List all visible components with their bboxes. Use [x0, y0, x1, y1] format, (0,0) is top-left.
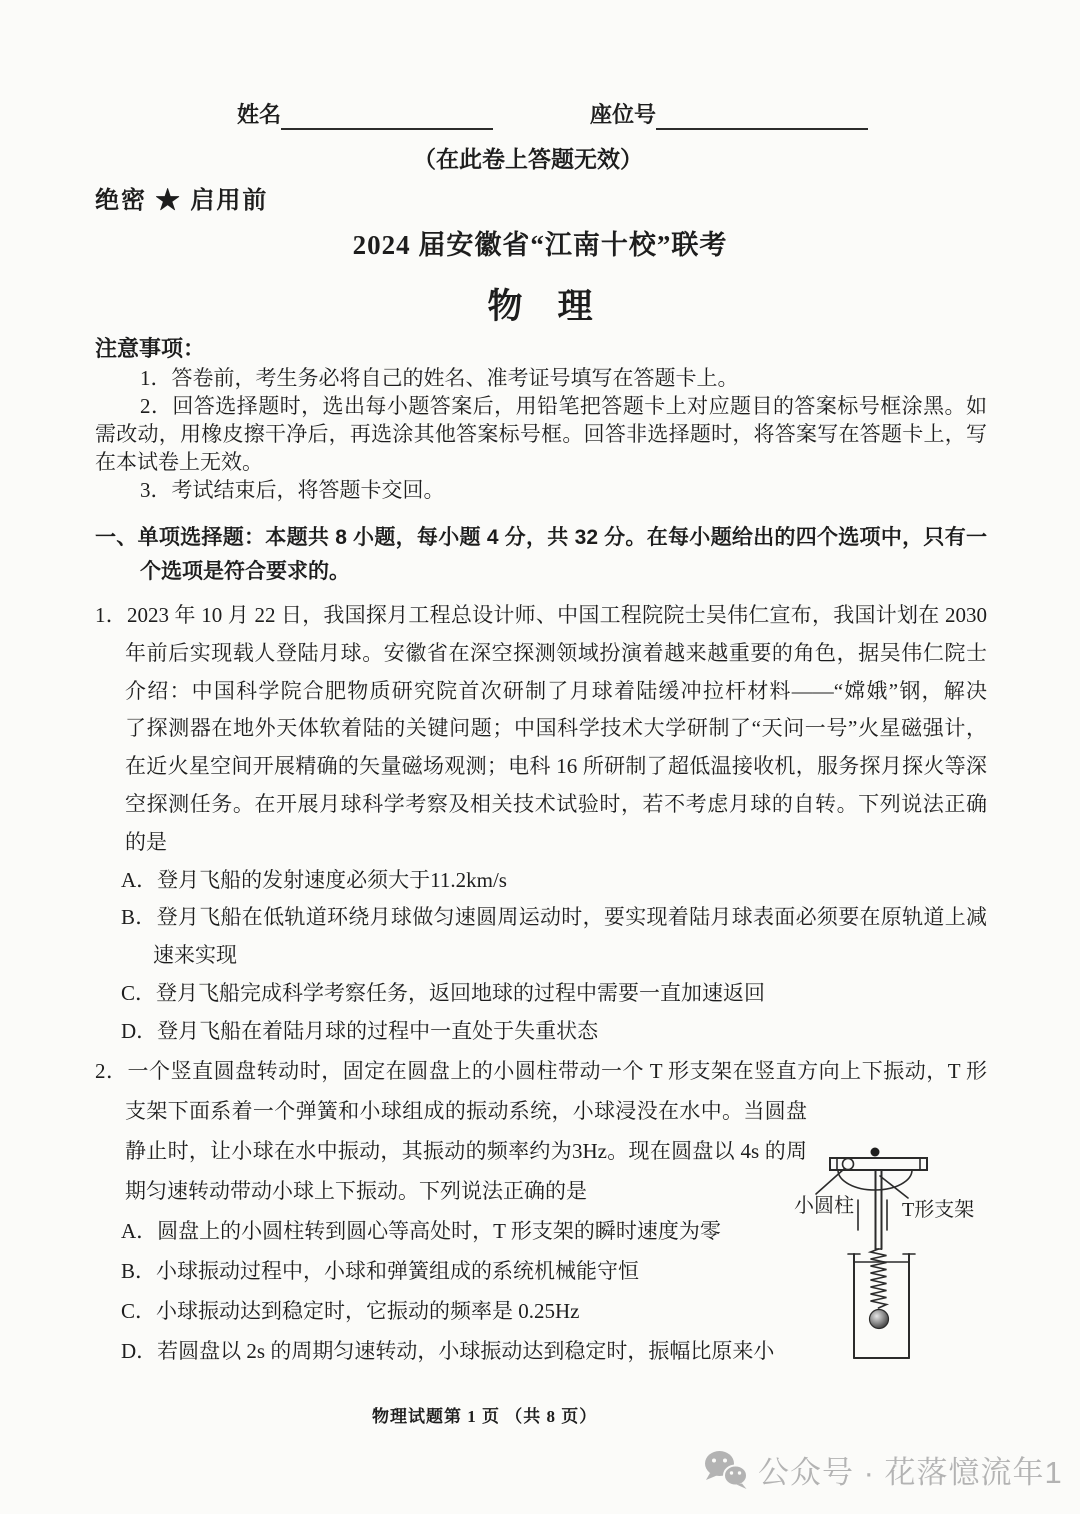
q2-option-c: C．小球振动达到稳定时，它振动的频率是 0.25Hz [121, 1299, 580, 1323]
q2-stem-line-3: 静止时，让小球在水中振动，其振动的频率约为3Hz。现在圆盘以 4s 的周 [125, 1139, 807, 1163]
notice-line-2a: 2．回答选择题时，选出每小题答案后，用铅笔把答题卡上对应题目的答案标号框涂黑。如 [140, 394, 987, 418]
disk-pin-dot [871, 1148, 880, 1157]
watermark-text: 公众号 · 花落憶流年1 [758, 1455, 1063, 1490]
figure-label-bracket: T形支架 [902, 1199, 975, 1221]
notice-line-3: 3．考试结束后，将答题卡交回。 [140, 478, 445, 502]
exam-title: 2024 届安徽省“江南十校”联考 [352, 230, 728, 260]
q1-option-b: B．登月飞船在低轨道环绕月球做匀速圆周运动时，要实现着陆月球表面必须要在原轨道上减 [121, 905, 987, 930]
figure-label-cylinder: 小圆柱 [794, 1195, 854, 1217]
q1-option-d: D．登月飞船在着陆月球的过程中一直处于失重状态 [121, 1018, 599, 1043]
question-1 [95, 597, 987, 1051]
invalid-note: （在此卷上答题无效） [413, 146, 643, 172]
notice-section [95, 333, 987, 504]
q1-option-a: A．登月飞船的发射速度必须大于11.2km/s [121, 867, 507, 892]
ball [870, 1310, 889, 1329]
q1-option-b-cont: 速来实现 [153, 943, 237, 968]
section-heading [95, 521, 987, 589]
q2-option-b: B．小球振动过程中，小球和弹簧组成的系统机械能守恒 [121, 1259, 640, 1283]
name-field [237, 100, 493, 130]
page-footer: 物理试题第 1 页 （共 8 页） [372, 1407, 598, 1426]
wechat-icon [704, 1450, 748, 1490]
subject-title: 物 理 [487, 287, 593, 326]
q2-stem-line-1: 2．一个竖直圆盘转动时，固定在圆盘上的小圆柱带动一个 T 形支架在竖直方向上下振动，T 形 [95, 1059, 987, 1083]
q1-stem-line-4: 了探测器在地外天体软着陆的关键问题；中国科学技术大学研制了“天问一号”火星磁强计， [125, 716, 987, 741]
q2-option-a: A．圆盘上的小圆柱转到圆心等高处时，T 形支架的瞬时速度为零 [121, 1219, 721, 1243]
seat-field [590, 100, 868, 130]
q2-figure-svg [790, 1142, 1060, 1377]
q2-figure [790, 1142, 1060, 1377]
q1-stem-line-3: 介绍：中国科学院合肥物质研究院首次研制了月球着陆缓冲拉杆材料——“嫦娥”钢，解决 [125, 678, 987, 703]
section-heading-line-2: 个选项是符合要求的。 [140, 560, 350, 583]
small-cylinder [843, 1159, 854, 1170]
header-fields [0, 100, 1080, 136]
q2-stem-line-2: 支架下面系着一个弹簧和小球组成的振动系统，小球浸没在水中。当圆盘 [125, 1099, 807, 1123]
q2-stem-line-4: 期匀速转动带动小球上下振动。下列说法正确的是 [125, 1179, 587, 1203]
notice-line-2c: 在本试卷上无效。 [95, 450, 263, 474]
q1-stem-line-7: 的是 [125, 829, 167, 854]
notice-heading: 注意事项： [95, 336, 206, 361]
name-blank-line [281, 100, 493, 130]
cylinder-leader-line [816, 1169, 844, 1194]
q1-stem-line-2: 年前后实现载人登陆月球。安徽省在深空探测领域扮演着越来越重要的角色，据吴伟仁院士 [125, 640, 987, 665]
notice-line-2b: 需改动，用橡皮擦干净后，再选涂其他答案标号框。回答非选择题时，将答案写在答题卡上，写 [95, 422, 987, 446]
notice-line-1: 1．答卷前，考生务必将自己的姓名、准考证号填写在答题卡上。 [140, 366, 739, 390]
spring-coil [871, 1249, 887, 1308]
q1-option-c: C．登月飞船完成科学考察任务，返回地球的过程中需要一直加速返回 [121, 980, 766, 1005]
seat-blank-line [656, 100, 868, 130]
q1-stem-line-5: 在近火星空间开展精确的矢量磁场观测；电科 16 所研制了超低温接收机，服务探月探火等深 [125, 754, 987, 779]
section-heading-line-1: 一、单项选择题：本题共 8 小题，每小题 4 分，共 32 分。在每小题给出的四个选项中，只有一 [95, 526, 987, 549]
q1-stem-line-1: 1．2023 年 10 月 22 日，我国探月工程总设计师、中国工程院院士吴伟仁宣布，我国计划在 2030 [95, 603, 987, 627]
seat-label: 座位号 [590, 102, 657, 127]
q2-option-d: D．若圆盘以 2s 的周期匀速转动，小球振动达到稳定时，振幅比原来小 [121, 1339, 775, 1363]
watermark [704, 1447, 1063, 1492]
q1-stem-line-6: 空探测任务。在开展月球科学考察及相关技术试验时，若不考虑月球的自转。下列说法正确 [125, 791, 987, 816]
name-label: 姓名 [237, 102, 282, 127]
secrecy-label: 绝密 ★ 启用前 [95, 187, 269, 214]
bracket-leader-line [880, 1176, 908, 1198]
